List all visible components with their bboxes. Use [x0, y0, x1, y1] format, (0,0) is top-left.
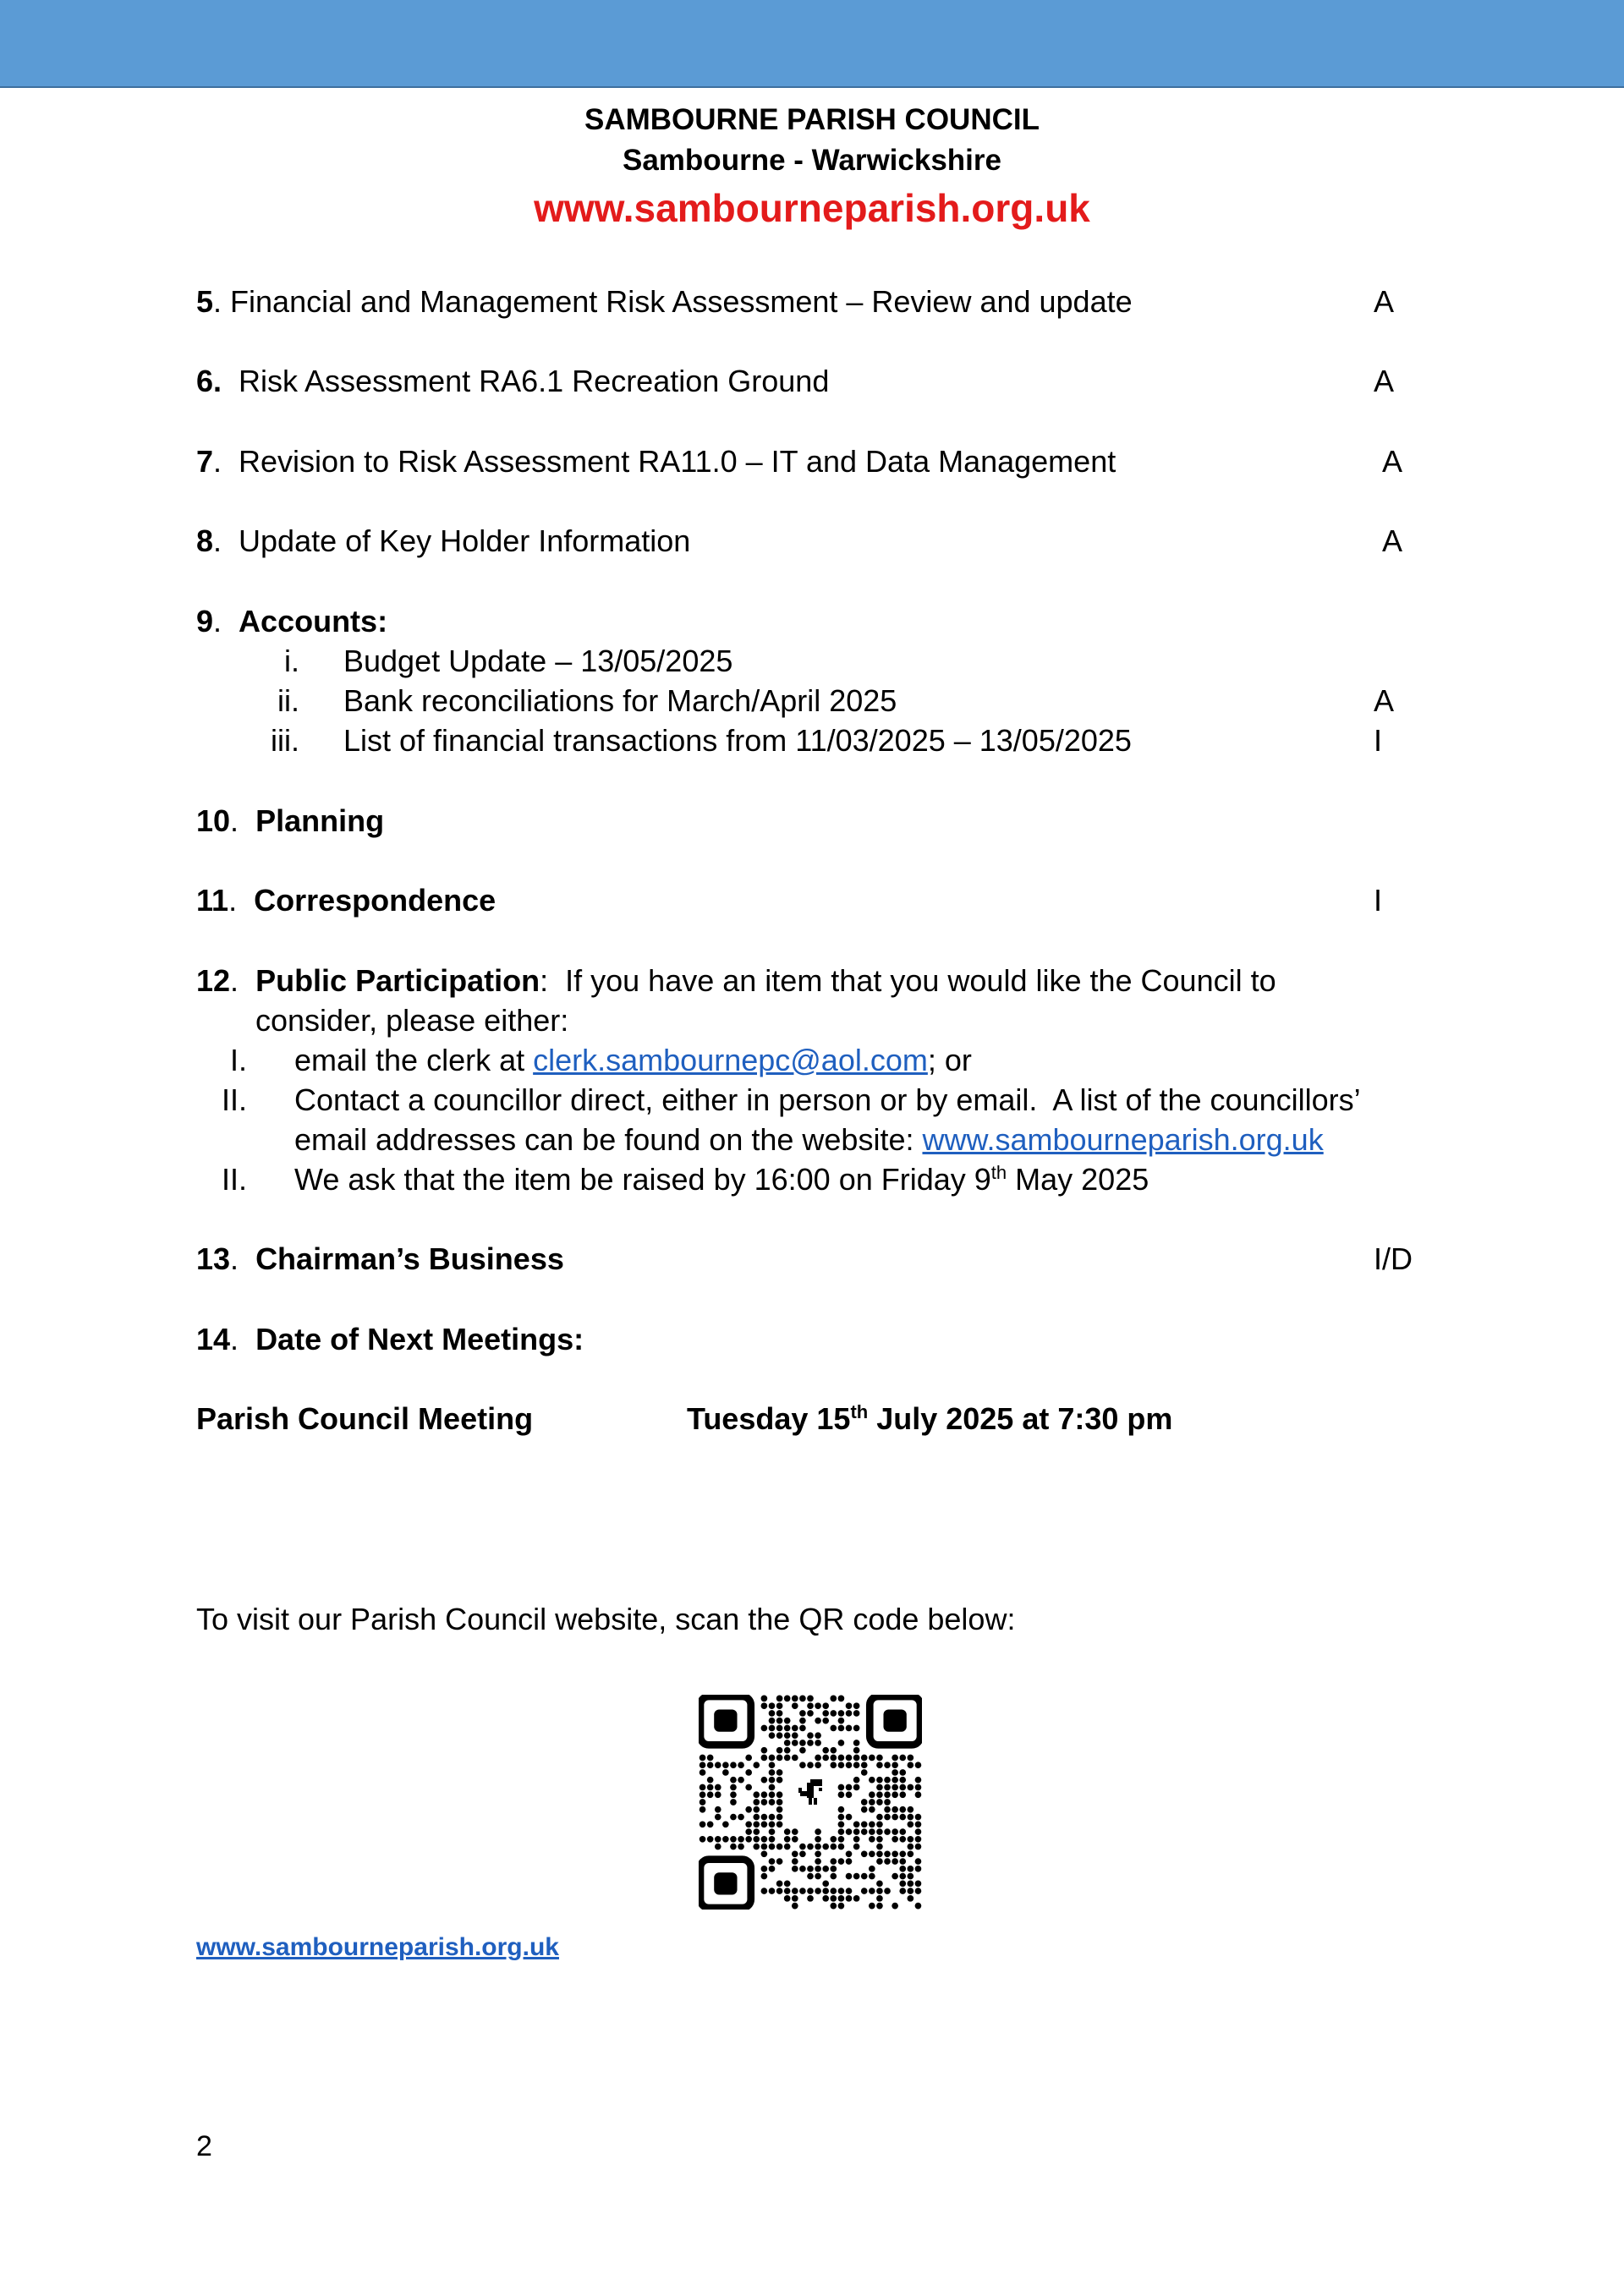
option-text: email the clerk at: [294, 1043, 534, 1077]
item-code: A: [1374, 683, 1395, 718]
agenda-item-11: [196, 881, 1431, 922]
footer-website-link[interactable]: www.sambourneparish.org.uk: [196, 1933, 559, 1961]
meeting-date-time: July 2025 at 7:30 pm: [868, 1401, 1173, 1436]
agenda-item-12: [196, 962, 1431, 1002]
item-text: . Update of Key Holder Information: [213, 523, 691, 558]
sub-text: [294, 1160, 1149, 1200]
item-intro: : If you have an item that you would like the Council to: [540, 963, 1276, 998]
sub-text: Contact a councillor direct, either in person or by email. A list of the councillors’: [294, 1082, 1361, 1117]
option-text: email addresses can be found on the website:: [294, 1122, 923, 1157]
item-code: I/D: [1374, 1241, 1413, 1276]
sub-roman: i.: [284, 644, 299, 678]
agenda-item-8: [196, 522, 1431, 562]
accounts-sub-i: [196, 642, 1431, 682]
clerk-email-link[interactable]: clerk.sambournepc@aol.com: [533, 1043, 928, 1077]
item-separator: .: [228, 883, 255, 918]
page-number: 2: [196, 2130, 212, 2162]
item-number: 6.: [196, 364, 222, 398]
agenda-item-10: [196, 802, 1431, 842]
participation-option-1: [196, 1041, 1431, 1082]
item-text: Risk Assessment RA6.1 Recreation Ground: [222, 364, 830, 398]
item-separator: .: [230, 803, 256, 838]
item-separator: .: [230, 1322, 256, 1356]
item-code: I: [1374, 883, 1383, 918]
meeting-date-text: Tuesday 15: [687, 1401, 851, 1436]
item-number: 10: [196, 803, 231, 838]
agenda-item-13: [196, 1240, 1431, 1280]
item-title: Chairman’s Business: [255, 1241, 564, 1276]
sub-roman: II.: [221, 1162, 247, 1197]
letterhead: [0, 100, 1624, 235]
meeting-label: Parish Council Meeting: [196, 1401, 534, 1436]
accounts-sub-ii: [196, 682, 1431, 722]
item-title: Public Participation: [255, 963, 540, 998]
agenda-item-5: [196, 282, 1431, 323]
item-separator: .: [213, 604, 239, 638]
qr-prompt: To visit our Parish Council website, scan the QR code below:: [196, 1602, 1016, 1636]
item-code: A: [1382, 444, 1403, 479]
qr-code-icon[interactable]: [699, 1695, 922, 1910]
item-title: Correspondence: [254, 883, 497, 918]
item-separator: .: [230, 1241, 256, 1276]
sub-roman: iii.: [271, 723, 299, 758]
sub-roman: II.: [221, 1082, 247, 1117]
item-code: A: [1374, 364, 1395, 398]
option-text-end: ; or: [927, 1043, 972, 1077]
sub-text: List of financial transactions from 11/03/2025 – 13/05/2025: [343, 723, 1132, 758]
agenda-item-6: [196, 362, 1431, 403]
item-title: Date of Next Meetings:: [255, 1322, 584, 1356]
item-title: Planning: [255, 803, 385, 838]
item-number: 13: [196, 1241, 231, 1276]
item-number: 11: [196, 883, 229, 918]
header-bar: [0, 0, 1624, 88]
website-link[interactable]: www.sambourneparish.org.uk: [922, 1122, 1324, 1157]
council-name: SAMBOURNE PARISH COUNCIL: [584, 103, 1040, 136]
qr-code-graphic: [699, 1695, 922, 1910]
item-text: . Revision to Risk Assessment RA11.0 – IT and Data Management: [213, 444, 1116, 479]
accounts-sub-iii: [196, 721, 1431, 762]
agenda-item-14: [196, 1320, 1431, 1361]
agenda-item-9: [196, 602, 1431, 643]
item-code: A: [1382, 523, 1403, 558]
item-number: 8: [196, 523, 214, 558]
next-meeting: [196, 1400, 1431, 1440]
item-intro-continued: consider, please either:: [255, 1003, 569, 1038]
item-text: . Financial and Management Risk Assessment – Review and update: [213, 284, 1133, 319]
item-number: 12: [196, 963, 231, 998]
option-text-end: May 2025: [1007, 1162, 1149, 1197]
sub-roman: ii.: [277, 683, 299, 718]
participation-option-2-cont: [294, 1121, 1324, 1161]
item-number: 14: [196, 1322, 231, 1356]
agenda-item-7: [196, 442, 1431, 483]
participation-option-3: [196, 1160, 1431, 1201]
participation-option-2: [196, 1081, 1431, 1121]
item-separator: .: [230, 963, 256, 998]
item-code: I: [1374, 723, 1383, 758]
option-text: We ask that the item be raised by 16:00 on Friday 9: [294, 1162, 991, 1197]
item-number: 7: [196, 444, 214, 479]
sub-text: Budget Update – 13/05/2025: [343, 644, 733, 678]
item-number: 5: [196, 284, 214, 319]
council-website[interactable]: www.sambourneparish.org.uk: [534, 186, 1090, 230]
sub-roman: I.: [229, 1043, 247, 1077]
sub-text: [294, 1041, 972, 1081]
ordinal-suffix: th: [990, 1162, 1007, 1183]
sub-text: Bank reconciliations for March/April 2025: [343, 683, 897, 718]
council-location: Sambourne - Warwickshire: [623, 144, 1001, 177]
item-title: Accounts:: [239, 604, 388, 638]
ordinal-suffix: th: [850, 1401, 869, 1422]
item-code: A: [1374, 284, 1395, 319]
item-number: 9: [196, 604, 214, 638]
meeting-date: [687, 1400, 1172, 1439]
